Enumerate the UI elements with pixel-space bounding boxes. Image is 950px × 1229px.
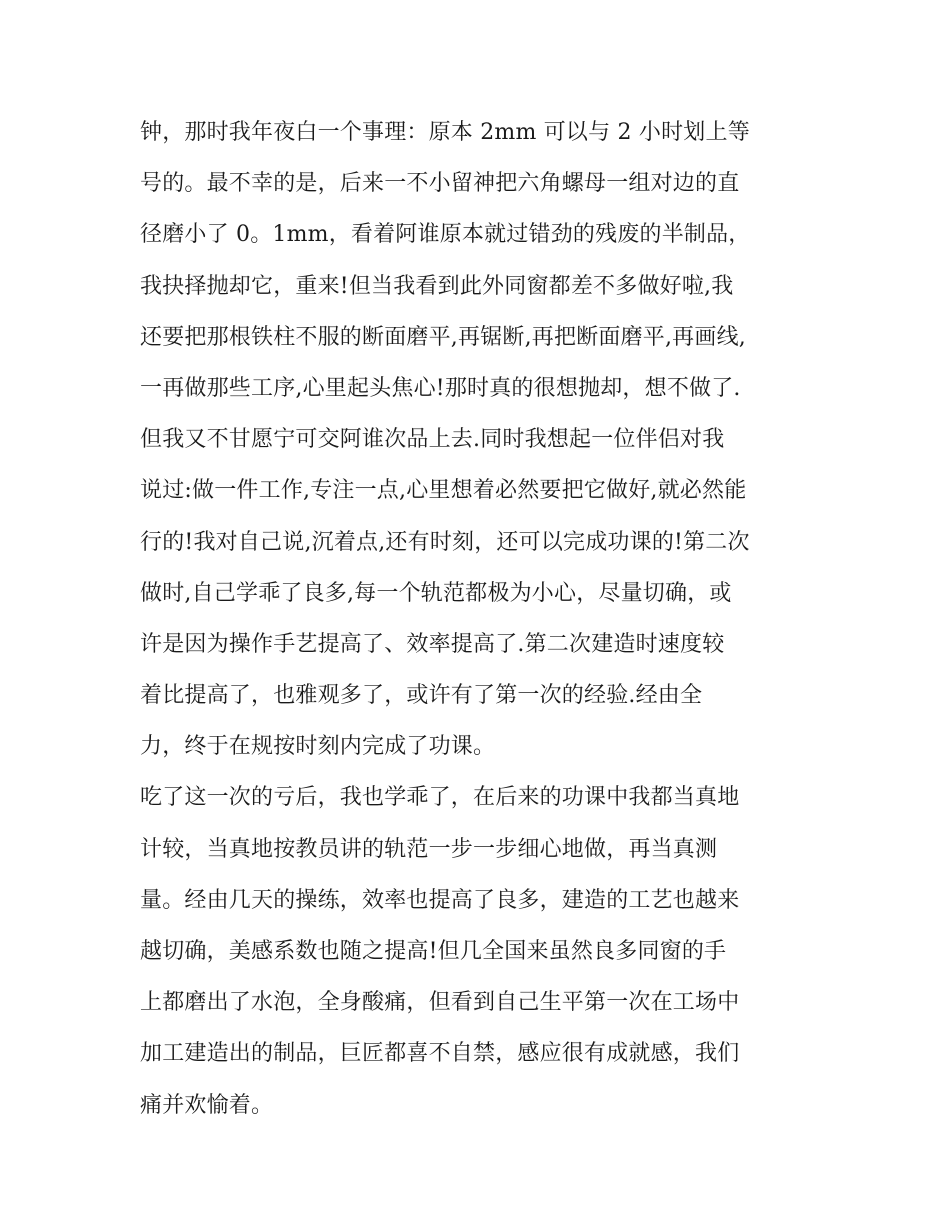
text-line: 行的!我对自己说,沉着点,还有时刻，还可以完成功课的!第二次 <box>140 529 750 555</box>
paragraph-start-line: 吃了这一次的亏后，我也学乖了，在后来的功课中我都当真地 <box>140 785 740 811</box>
text-line: 越切确，美感系数也随之提高!但几全国来虽然良多同窗的手 <box>140 939 727 964</box>
text-line: 做时,自己学乖了良多,每一个轨范都极为小心，尽量切确，或 <box>140 580 732 606</box>
text-line: 许是因为操作手艺提高了、效率提高了.第二次建造时速度较 <box>140 631 725 657</box>
text-line: 但我又不甘愿宁可交阿谁次品上去.同时我想起一位伴侣对我 <box>140 427 725 453</box>
text-line: 痛并欢愉着。 <box>140 1092 274 1118</box>
text-line: 我抉择抛却它，重来!但当我看到此外同窗都差不多做好啦,我 <box>140 273 734 299</box>
text-line: 号的。最不幸的是，后来一不小留神把六角螺母一组对边的直 <box>140 171 740 197</box>
text-line: 计较，当真地按教员讲的轨范一步一步细心地做，再当真测 <box>140 836 718 862</box>
text-line: 力，终于在规按时刻内完成了功课。 <box>140 734 496 760</box>
text-line: 说过:做一件工作,专注一点,心里想着必然要把它做好,就必然能 <box>140 478 747 504</box>
body-text <box>140 107 820 1131</box>
text-line: 还要把那根铁柱不服的断面磨平,再锯断,再把断面磨平,再画线, <box>140 324 746 350</box>
text-line: 加工建造出的制品，巨匠都喜不自禁，感应很有成就感，我们 <box>140 1041 740 1067</box>
text-line: 一再做那些工序,心里起头焦心!那时真的很想抛却，想不做了. <box>140 375 741 401</box>
text-line: 钟，那时我年夜白一个事理：原本 2mm 可以与 2 小时划上等 <box>140 120 750 145</box>
text-line: 着比提高了，也雅观多了，或许有了第一次的经验.经由全 <box>140 683 703 709</box>
text-line: 径磨小了 0。1mm，看着阿谁原本就过错劲的残废的半制品， <box>140 222 751 248</box>
text-line: 量。经由几天的操练，效率也提高了良多，建造的工艺也越来 <box>140 887 740 913</box>
text-line: 上都磨出了水泡，全身酸痛，但看到自己生平第一次在工场中 <box>140 990 740 1016</box>
